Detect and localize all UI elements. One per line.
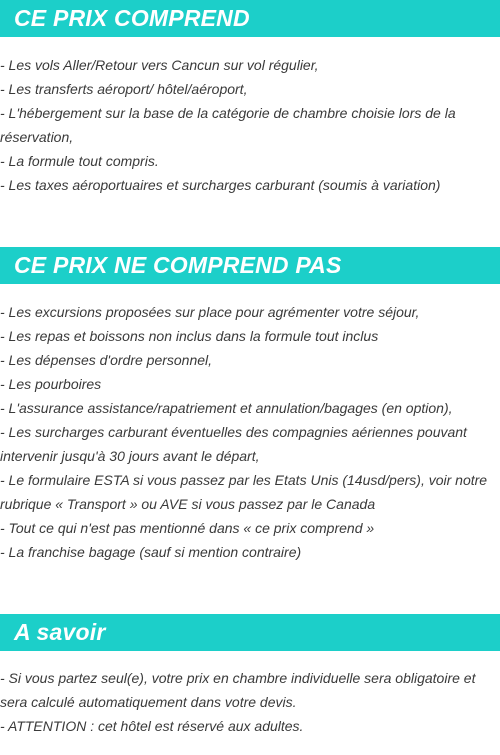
list-item: - Les dépenses d'ordre personnel, xyxy=(0,352,213,368)
list-item: - Les taxes aéroportuaires et surcharges carburant (soumis à variation) xyxy=(0,177,441,193)
list-item: - Les vols Aller/Retour vers Cancun sur vol régulier, xyxy=(0,57,319,73)
list-item: - Les surcharges carburant éventuelles des compagnies aériennes pouvant intervenir jusqu'à 30 jours avant le départ, xyxy=(0,424,467,464)
list-item: - Les excursions proposées sur place pour agrémenter votre séjour, xyxy=(0,304,420,320)
list-item: - ATTENTION : cet hôtel est réservé aux adultes. xyxy=(0,718,304,734)
list-item: - Le formulaire ESTA si vous passez par les Etats Unis (14usd/pers), voir notre rubrique « Transport » ou AVE si vous passez par le Canada xyxy=(0,472,488,512)
list-item: - L'hébergement sur la base de la catégorie de chambre choisie lors de la réservation, xyxy=(0,105,456,145)
list-item: - L'assurance assistance/rapatriement et annulation/bagages (en option), xyxy=(0,400,453,416)
section-header-included: CE PRIX COMPREND xyxy=(0,0,500,37)
not-included-list xyxy=(0,300,500,564)
section-header-not-included: CE PRIX NE COMPREND PAS xyxy=(0,247,500,284)
list-item: - La franchise bagage (sauf si mention contraire) xyxy=(0,544,302,560)
list-item: - La formule tout compris. xyxy=(0,153,159,169)
list-item: - Si vous partez seul(e), votre prix en chambre individuelle sera obligatoire et sera calculé automatiquement dans votre devis. xyxy=(0,670,476,710)
list-item: - Les repas et boissons non inclus dans la formule tout inclus xyxy=(0,328,379,344)
good-to-know-list xyxy=(0,666,500,738)
list-item: - Les transferts aéroport/ hôtel/aéroport, xyxy=(0,81,248,97)
list-item: - Les pourboires xyxy=(0,376,102,392)
list-item: - Tout ce qui n'est pas mentionné dans « ce prix comprend » xyxy=(0,520,375,536)
included-list xyxy=(0,53,500,197)
section-header-good-to-know: A savoir xyxy=(0,614,500,651)
